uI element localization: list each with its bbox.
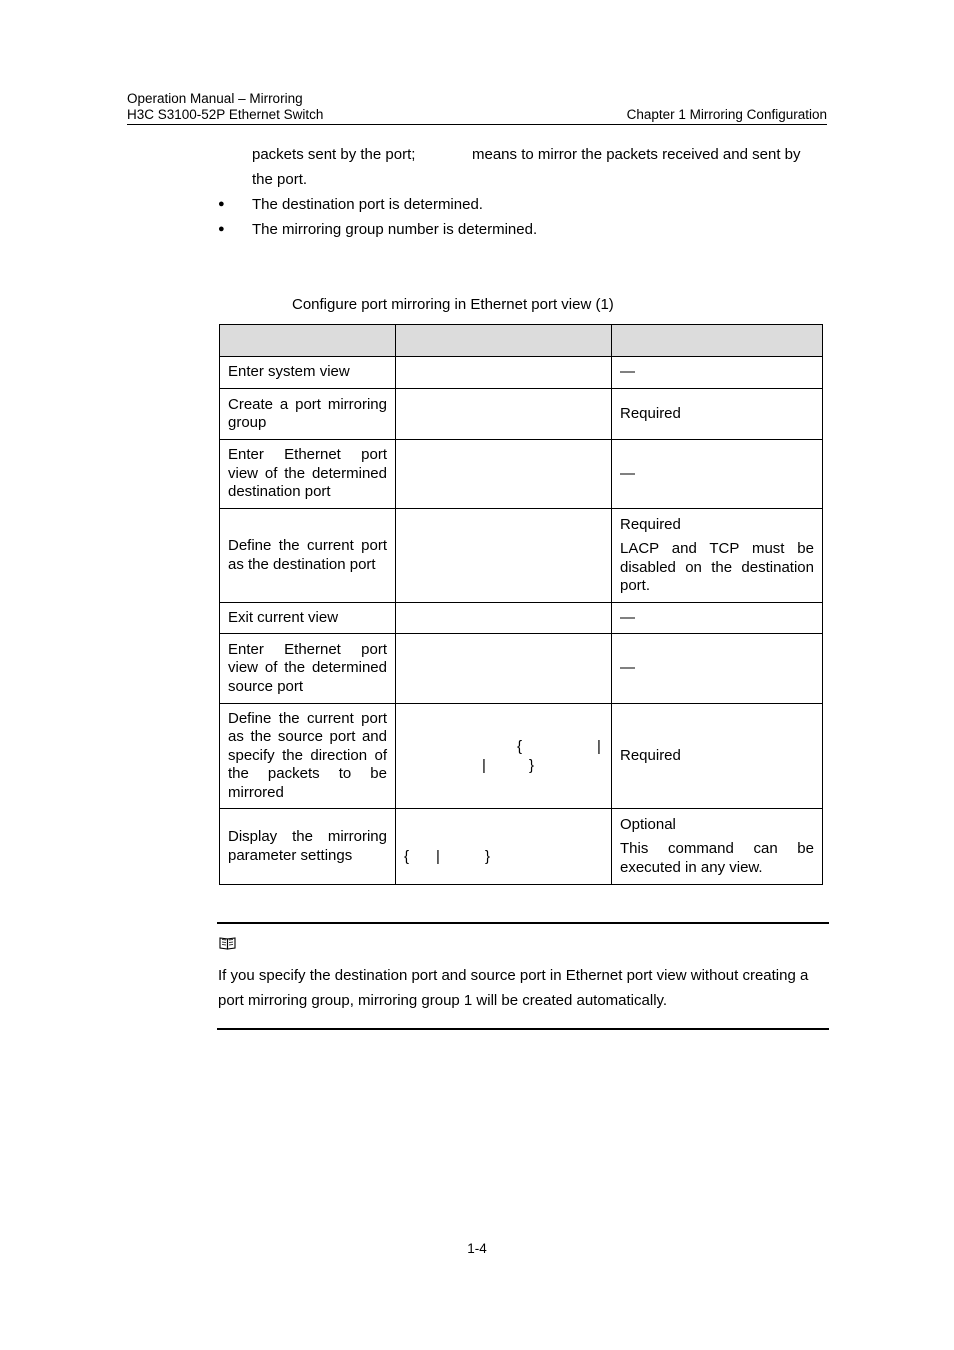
table-row [220,704,823,809]
intro-line1-b: means to mirror the packets received and sent by [472,146,801,163]
remarks-cell: Required [612,704,823,809]
operation-cell: Define the current port as the destination port [220,509,396,603]
operation-cell: Display the mirroring parameter settings [220,809,396,885]
intro-line2: the port. [252,171,308,188]
table-row [220,389,823,440]
command-cell [396,509,612,603]
bullet-icon: ● [218,223,225,235]
operation-cell: Enter system view [220,357,396,389]
command-cell [396,440,612,509]
pipe-symbol: | [436,848,440,865]
command-cell [396,389,612,440]
bullet-item: The destination port is determined. [252,196,483,213]
product-name: H3C S3100-52P Ethernet Switch [127,107,324,122]
command-cell [396,704,612,809]
remarks-cell: Optional This command can be executed in any view. [612,809,823,885]
pipe-symbol: | [482,757,486,774]
header-remarks [612,325,823,357]
pipe-symbol: | [597,738,601,755]
table-row [220,440,823,509]
brace-close-symbol: } [485,848,491,865]
bullet-icon: ● [218,198,225,210]
command-cell [396,357,612,389]
header-command [396,325,612,357]
chapter-title: Chapter 1 Mirroring Configuration [626,107,827,122]
remarks-cell: — [612,357,823,389]
brace-close-symbol: } [529,757,535,774]
operation-cell: Enter Ethernet port view of the determined source port [220,634,396,704]
brace-open-symbol: { [517,738,523,755]
table-caption: Configure port mirroring in Ethernet port view (1) [292,296,614,313]
bullet-item: The mirroring group number is determined. [252,221,538,238]
note-bottom-rule [217,1028,829,1030]
table-header-row [220,325,823,357]
book-icon [219,936,236,950]
table-row [220,809,823,885]
remarks-cell: Required [612,389,823,440]
table-row [220,603,823,634]
header-operation [220,325,396,357]
command-cell [396,634,612,704]
remarks-cell: — [612,634,823,704]
table-row [220,634,823,704]
note-text: If you specify the destination port and source port in Ethernet port view without creating a port mirroring group, mirroring group 1 will be created automatically. [218,967,809,1009]
note-top-rule [217,922,829,924]
manual-title: Operation Manual – Mirroring [127,91,303,106]
operation-cell: Exit current view [220,603,396,634]
page-header [127,91,827,123]
operation-cell: Define the current port as the source port and specify the direction of the packets to be mirrored [220,704,396,809]
intro-line1-a: packets sent by the port; [252,146,416,163]
brace-open-symbol: { [404,848,410,865]
header-divider [127,124,827,125]
remarks-cell: Required LACP and TCP must be disabled on the destination port. [612,509,823,603]
config-table [219,324,823,885]
table-row [220,509,823,603]
page-number: 1-4 [467,1241,487,1256]
remarks-cell: — [612,603,823,634]
table-row [220,357,823,389]
operation-cell: Enter Ethernet port view of the determined destination port [220,440,396,509]
command-cell [396,603,612,634]
remarks-cell: — [612,440,823,509]
command-cell [396,809,612,885]
operation-cell: Create a port mirroring group [220,389,396,440]
